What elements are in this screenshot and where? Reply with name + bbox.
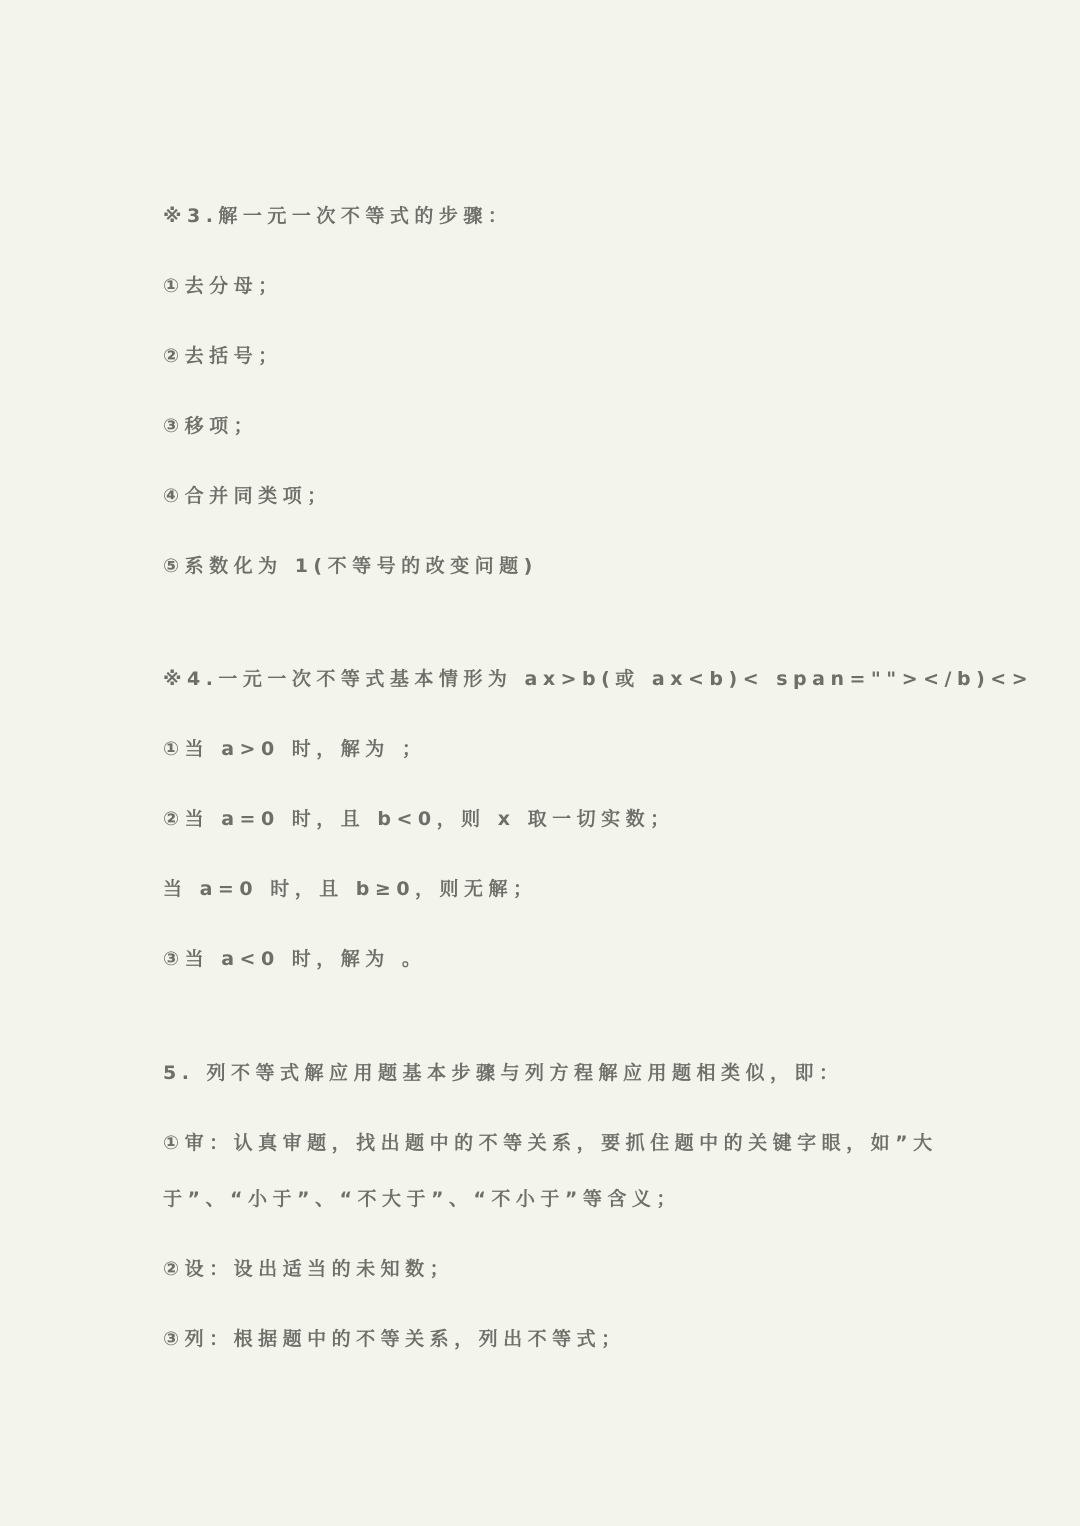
section-5-step-3: ③列：根据题中的不等关系，列出不等式；	[163, 1328, 626, 1350]
section-3-step-5: ⑤系数化为 1(不等号的改变问题)	[163, 555, 538, 577]
section-3-step-1: ①去分母；	[163, 275, 283, 297]
section-5-heading: 5. 列不等式解应用题基本步骤与列方程解应用题相类似，即：	[163, 1062, 844, 1084]
section-5-step-2: ②设：设出适当的未知数；	[163, 1258, 455, 1280]
section-4-case-1: ①当 a>0 时，解为 ；	[163, 738, 427, 760]
section-3-heading: ※3.解一元一次不等式的步骤：	[163, 205, 513, 227]
section-3-step-3: ③移项；	[163, 415, 259, 437]
section-3-step-2: ②去括号；	[163, 345, 283, 367]
section-4-case-2-continued: 当 a=0 时，且 b≥0，则无解；	[163, 878, 538, 900]
section-5-step-1: ①审：认真审题，找出题中的不等关系，要抓住题中的关键字眼，如”大	[163, 1132, 938, 1154]
section-4-heading: ※4.一元一次不等式基本情形为 ax>b(或 ax<b)< span=""></b)<>	[163, 668, 1034, 690]
section-4-case-2: ②当 a=0 时，且 b<0，则 x 取一切实数；	[163, 808, 675, 830]
section-5-step-1-continued: 于”、“小于”、“不大于”、“不小于”等含义；	[163, 1188, 681, 1210]
section-3-step-4: ④合并同类项；	[163, 485, 332, 507]
section-4-case-3: ③当 a<0 时，解为 。	[163, 948, 427, 970]
